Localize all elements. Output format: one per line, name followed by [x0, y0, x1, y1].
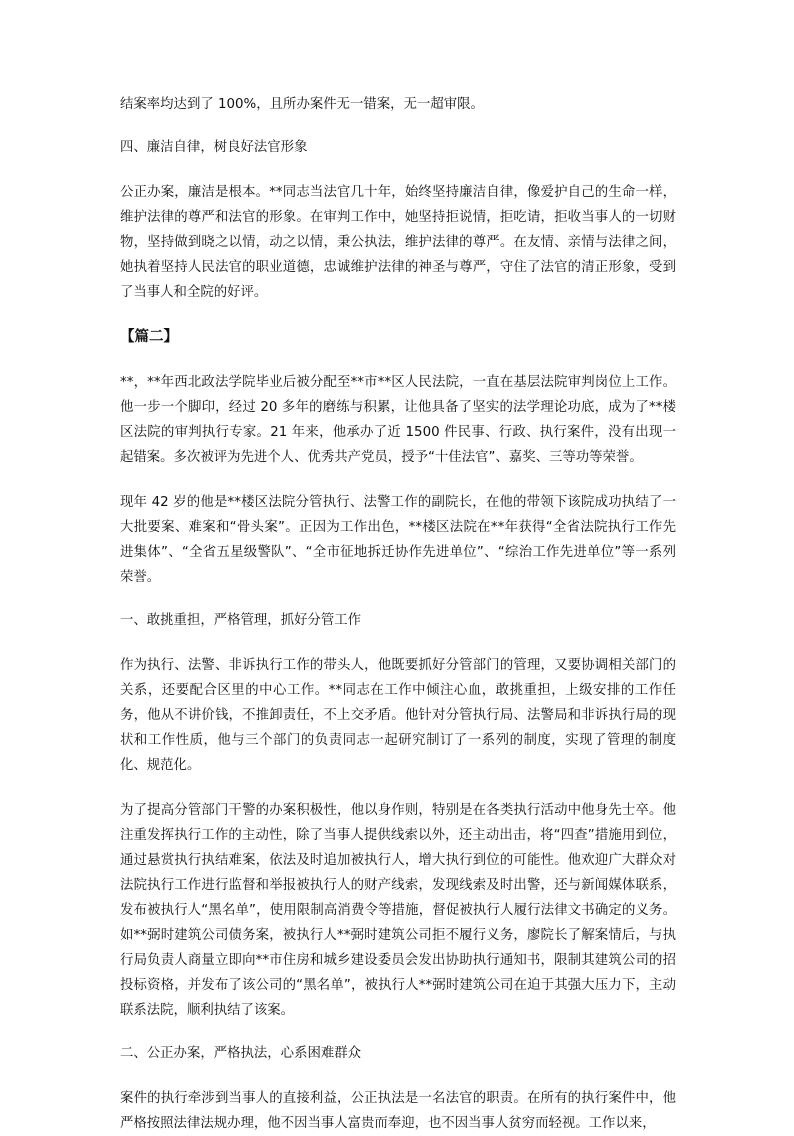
body-paragraph: 结案率均达到了 100%，且所办案件无一错案，无一超审限。	[120, 97, 484, 112]
body-paragraph: 为了提高分管部门干警的办案积极性，他以身作则，特别是在各类执行活动中他身先士卒。他注重发挥执行工作的主动性，除了当事人提供线索以外，还主动出击，将“四查”措施用到位，通过悬赏执行执结难案，依法及时追加被执行人，增大执行到位的可能性。他欢迎广大群众对法院执行工作进行监督和举报被执行人的财产线索，发现线索及时出警，还与新闻媒体联系，发布被执行人“黑名单”，使用限制高消费令等措施，督促被执行人履行法律文书确定的义务。如**弼时建筑公司债务案，被执行人**弼时建筑公司拒不履行义务，廖院长了解案情后，与执行局负责人商量立即向**市住房和城乡建设委员会发出协助执行通知书，限制其建筑公司的招投标资格，并发布了该公司的“黑名单”，被执行人**弼时建筑公司在迫于其强大压力下，主动联系法院，顺利执结了该案。	[120, 803, 676, 1018]
body-paragraph: 公正办案，廉洁是根本。**同志当法官几十年，始终坚持廉洁自律，像爱护自己的生命一样，维护法律的尊严和法官的形象。在审判工作中，她坚持拒说情，拒吃请，拒收当事人的一切财物，坚持做到晓之以情，动之以情，秉公执法，维护法律的尊严。在友情、亲情与法律之间，她执着坚持人民法官的职业道德，忠诚维护法律的神圣与尊严，守住了法官的清正形象，受到了当事人和全院的好评。	[120, 185, 676, 300]
body-paragraph: **，**年西北政法学院毕业后被分配至**市**区人民法院，一直在基层法院审判岗位上工作。他一步一个脚印，经过 20 多年的磨练与积累，让他具备了坚实的法学理论功底，成为了**楼区法院的审判执行专家。21 年来，他承办了近 1500 件民事、行政、执行案件，没有出现一起错案。多次被评为先进个人、优秀共产党员，授予“十佳法官”、嘉奖、三等功等荣誉。	[120, 375, 676, 465]
body-paragraph: 案件的执行牵涉到当事人的直接利益，公正执法是一名法官的职责。在所有的执行案件中，他严格按照法律法规办理，他不因当事人富贵而奉迎，也不因当事人贫穷而轻视。工作以来，	[120, 1091, 676, 1131]
document-body	[120, 92, 676, 1136]
body-paragraph: 现年 42 岁的他是**楼区法院分管执行、法警工作的副院长，在他的带领下该院成功执结了一大批要案、难案和“骨头案”。正因为工作出色，**楼区法院在**年获得“全省法院执行工作先进集体”、“全省五星级警队”、“全市征地拆迁协作先进单位”、“综治工作先进单位”等一系列荣誉。	[120, 495, 676, 585]
section-heading: 四、廉洁自律，树良好法官形象	[120, 140, 308, 155]
body-paragraph: 作为执行、法警、非诉执行工作的带头人，他既要抓好分管部门的管理，又要协调相关部门的关系，还要配合区里的中心工作。**同志在工作中倾注心血，敢挑重担，上级安排的工作任务，他从不讲价钱，不推卸责任，不上交矛盾。他针对分管执行局、法警局和非诉执行局的现状和工作性质，他与三个部门的负责同志一起研究制订了一系列的制度，实现了管理的制度化、规范化。	[120, 658, 676, 773]
section-heading: 一、敢挑重担，严格管理，抓好分管工作	[120, 613, 362, 628]
section-heading: 二、公正办案，严格执法，心系困难群众	[120, 1046, 362, 1061]
section-title: 【篇二】	[120, 329, 178, 345]
